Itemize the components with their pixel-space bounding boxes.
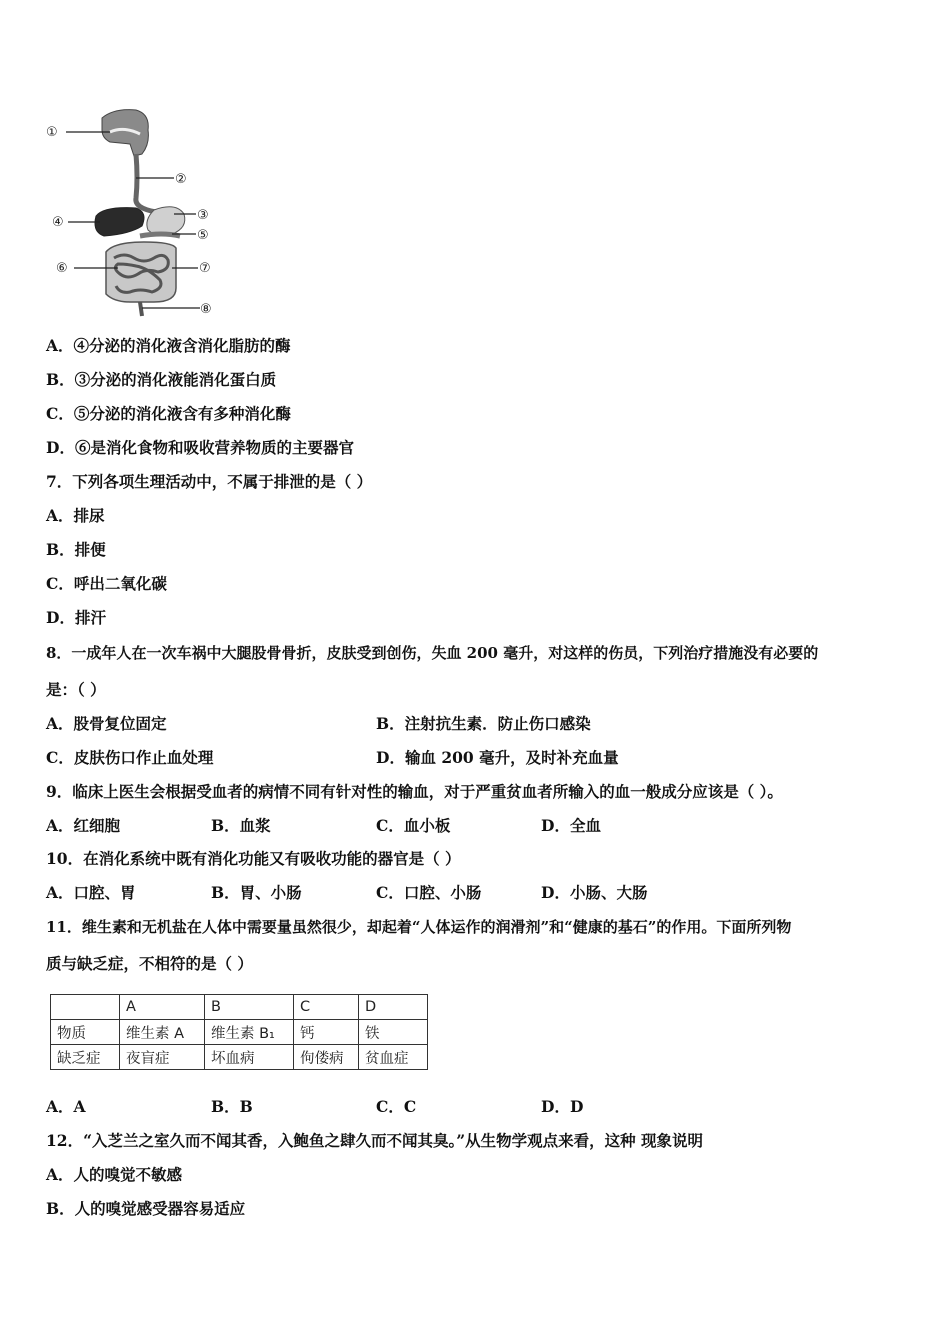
head-shape bbox=[102, 110, 148, 156]
table-row bbox=[51, 1020, 428, 1045]
q6-option-a: A．④分泌的消化液含消化脂肪的酶 bbox=[46, 336, 291, 355]
table-cell: 维生素 A bbox=[120, 1020, 205, 1045]
table-cell: 夜盲症 bbox=[120, 1045, 205, 1070]
table-cell: 坏血病 bbox=[205, 1045, 294, 1070]
q10-option-a: A．口腔、胃 bbox=[46, 883, 136, 902]
vitamin-table bbox=[50, 994, 428, 1070]
q11-stem-line1: 11．维生素和无机盐在人体中需要量虽然很少，却起着“人体运作的润滑剂”和“健康的基石”的作用。下面所列物 bbox=[46, 918, 792, 936]
q10-option-d: D．小肠、大肠 bbox=[541, 883, 648, 902]
q11-stem-line2: 质与缺乏症，不相符的是（ ） bbox=[46, 954, 253, 973]
q12-option-b: B．人的嗅觉感受器容易适应 bbox=[46, 1199, 246, 1218]
q10-option-c: C．口腔、小肠 bbox=[376, 883, 482, 902]
q8-option-b: B．注射抗生素．防止伤口感染 bbox=[376, 714, 591, 733]
q6-option-c: C．⑤分泌的消化液含有多种消化酶 bbox=[46, 404, 291, 423]
q8-option-c: C．皮肤伤口作止血处理 bbox=[46, 748, 214, 767]
q10-stem: 10．在消化系统中既有消化功能又有吸收功能的器官是（ ） bbox=[46, 849, 461, 868]
digestive-system-diagram bbox=[44, 108, 234, 318]
q8-option-d: D．输血 200 毫升，及时补充血量 bbox=[376, 748, 619, 767]
table-cell: D bbox=[359, 995, 428, 1020]
q11-option-c: C．C bbox=[376, 1097, 417, 1116]
q6-option-d: D．⑥是消化食物和吸收营养物质的主要器官 bbox=[46, 438, 354, 457]
q9-option-c: C．血小板 bbox=[376, 816, 451, 835]
diagram-label-5: ⑤ bbox=[197, 228, 209, 243]
table-cell: C bbox=[294, 995, 359, 1020]
table-cell: 佝偻病 bbox=[294, 1045, 359, 1070]
stomach-shape bbox=[147, 207, 185, 236]
table-cell bbox=[51, 995, 120, 1020]
table-cell: 钙 bbox=[294, 1020, 359, 1045]
table-cell: 缺乏症 bbox=[51, 1045, 120, 1070]
diagram-label-3: ③ bbox=[197, 208, 209, 223]
diagram-label-6: ⑥ bbox=[56, 261, 68, 276]
diagram-label-4: ④ bbox=[52, 215, 64, 230]
table-cell: 物质 bbox=[51, 1020, 120, 1045]
q8-stem-line1: 8．一成年人在一次车祸中大腿股骨骨折，皮肤受到创伤，失血 200 毫升，对这样的伤员，下列治疗措施没有必要的 bbox=[46, 644, 819, 662]
table-cell: 铁 bbox=[359, 1020, 428, 1045]
q9-option-b: B．血浆 bbox=[211, 816, 271, 835]
q9-option-d: D．全血 bbox=[541, 816, 601, 835]
esophagus-shape bbox=[136, 154, 156, 212]
diagram-label-7: ⑦ bbox=[199, 261, 211, 276]
q12-stem: 12．“入芝兰之室久而不闻其香，入鲍鱼之肆久而不闻其臭。”从生物学观点来看，这种 现象说明 bbox=[46, 1131, 704, 1150]
q9-option-a: A．红细胞 bbox=[46, 816, 121, 835]
q11-option-b: B．B bbox=[211, 1097, 253, 1116]
q8-option-a: A．股骨复位固定 bbox=[46, 714, 167, 733]
liver-shape bbox=[95, 208, 144, 236]
table-row bbox=[51, 1045, 428, 1070]
q7-option-a: A．排尿 bbox=[46, 506, 105, 525]
q6-option-b: B．③分泌的消化液能消化蛋白质 bbox=[46, 370, 277, 389]
table-cell: 维生素 B₁ bbox=[205, 1020, 294, 1045]
q8-stem-line2: 是：（ ） bbox=[46, 680, 106, 699]
q11-option-a: A．A bbox=[46, 1097, 86, 1116]
q10-option-b: B．胃、小肠 bbox=[211, 883, 302, 902]
q12-option-a: A．人的嗅觉不敏感 bbox=[46, 1165, 183, 1184]
diagram-label-2: ② bbox=[175, 172, 187, 187]
table-cell: 贫血症 bbox=[359, 1045, 428, 1070]
q7-option-b: B．排便 bbox=[46, 540, 106, 559]
q11-option-d: D．D bbox=[541, 1097, 584, 1116]
diagram-label-8: ⑧ bbox=[200, 302, 212, 317]
table-header-row bbox=[51, 995, 428, 1020]
table-cell: A bbox=[120, 995, 205, 1020]
q7-option-d: D．排汗 bbox=[46, 608, 106, 627]
diagram-label-1: ① bbox=[46, 125, 58, 140]
table-cell: B bbox=[205, 995, 294, 1020]
q7-stem: 7．下列各项生理活动中，不属于排泄的是（ ） bbox=[46, 472, 373, 491]
q9-stem: 9．临床上医生会根据受血者的病情不同有针对性的输血，对于严重贫血者所输入的血一般成分应该是（ ）。 bbox=[46, 782, 783, 801]
q7-option-c: C．呼出二氧化碳 bbox=[46, 574, 167, 593]
